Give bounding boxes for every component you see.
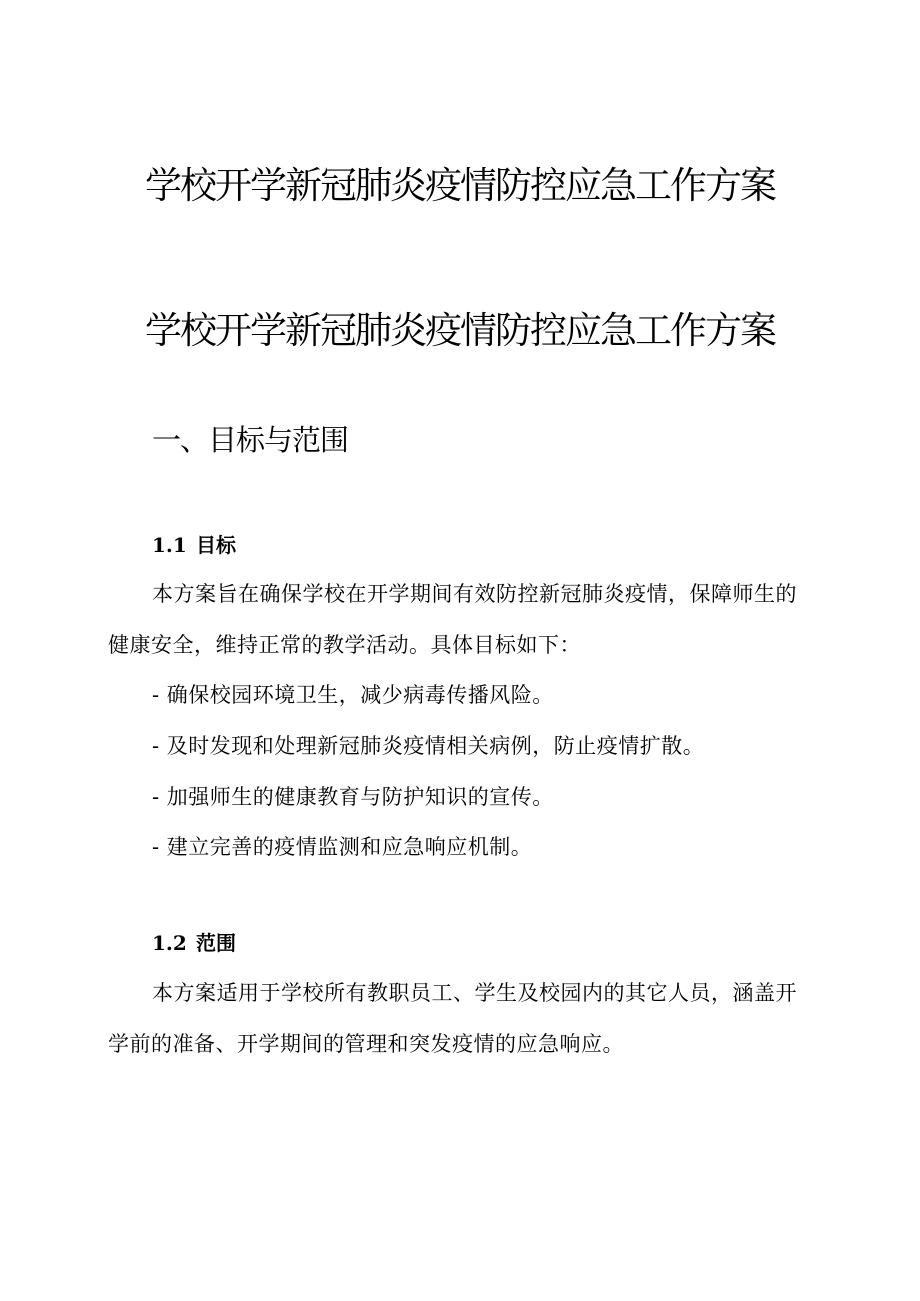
subsection-number: 1.1 xyxy=(152,533,187,557)
scope-paragraph: 本方案适用于学校所有教职员工、学生及校园内的其它人员，涵盖开学前的准备、开学期间的管理和突发疫情的应急响应。 xyxy=(108,981,797,1056)
subsection-heading-scope xyxy=(152,928,236,958)
section-heading-goals-scope: 一、目标与范围 xyxy=(152,423,349,457)
subsection-number: 1.2 xyxy=(152,931,187,955)
goals-paragraph: 本方案旨在确保学校在开学期间有效防控新冠肺炎疫情，保障师生的健康安全，维持正常的教学活动。具体目标如下： xyxy=(108,582,797,657)
list-item: - 确保校园环境卫生，减少病毒传播风险。 xyxy=(152,683,554,707)
document-title: 学校开学新冠肺炎疫情防控应急工作方案 xyxy=(145,164,775,207)
list-item: - 加强师生的健康教育与防护知识的宣传。 xyxy=(152,785,554,809)
document-subtitle: 学校开学新冠肺炎疫情防控应急工作方案 xyxy=(145,309,775,352)
list-item: - 及时发现和处理新冠肺炎疫情相关病例，防止疫情扩散。 xyxy=(152,734,705,758)
subsection-heading-goals xyxy=(152,530,236,560)
subsection-label: 范围 xyxy=(196,931,236,955)
list-item: - 建立完善的疫情监测和应急响应机制。 xyxy=(152,835,533,859)
subsection-label: 目标 xyxy=(196,533,236,557)
